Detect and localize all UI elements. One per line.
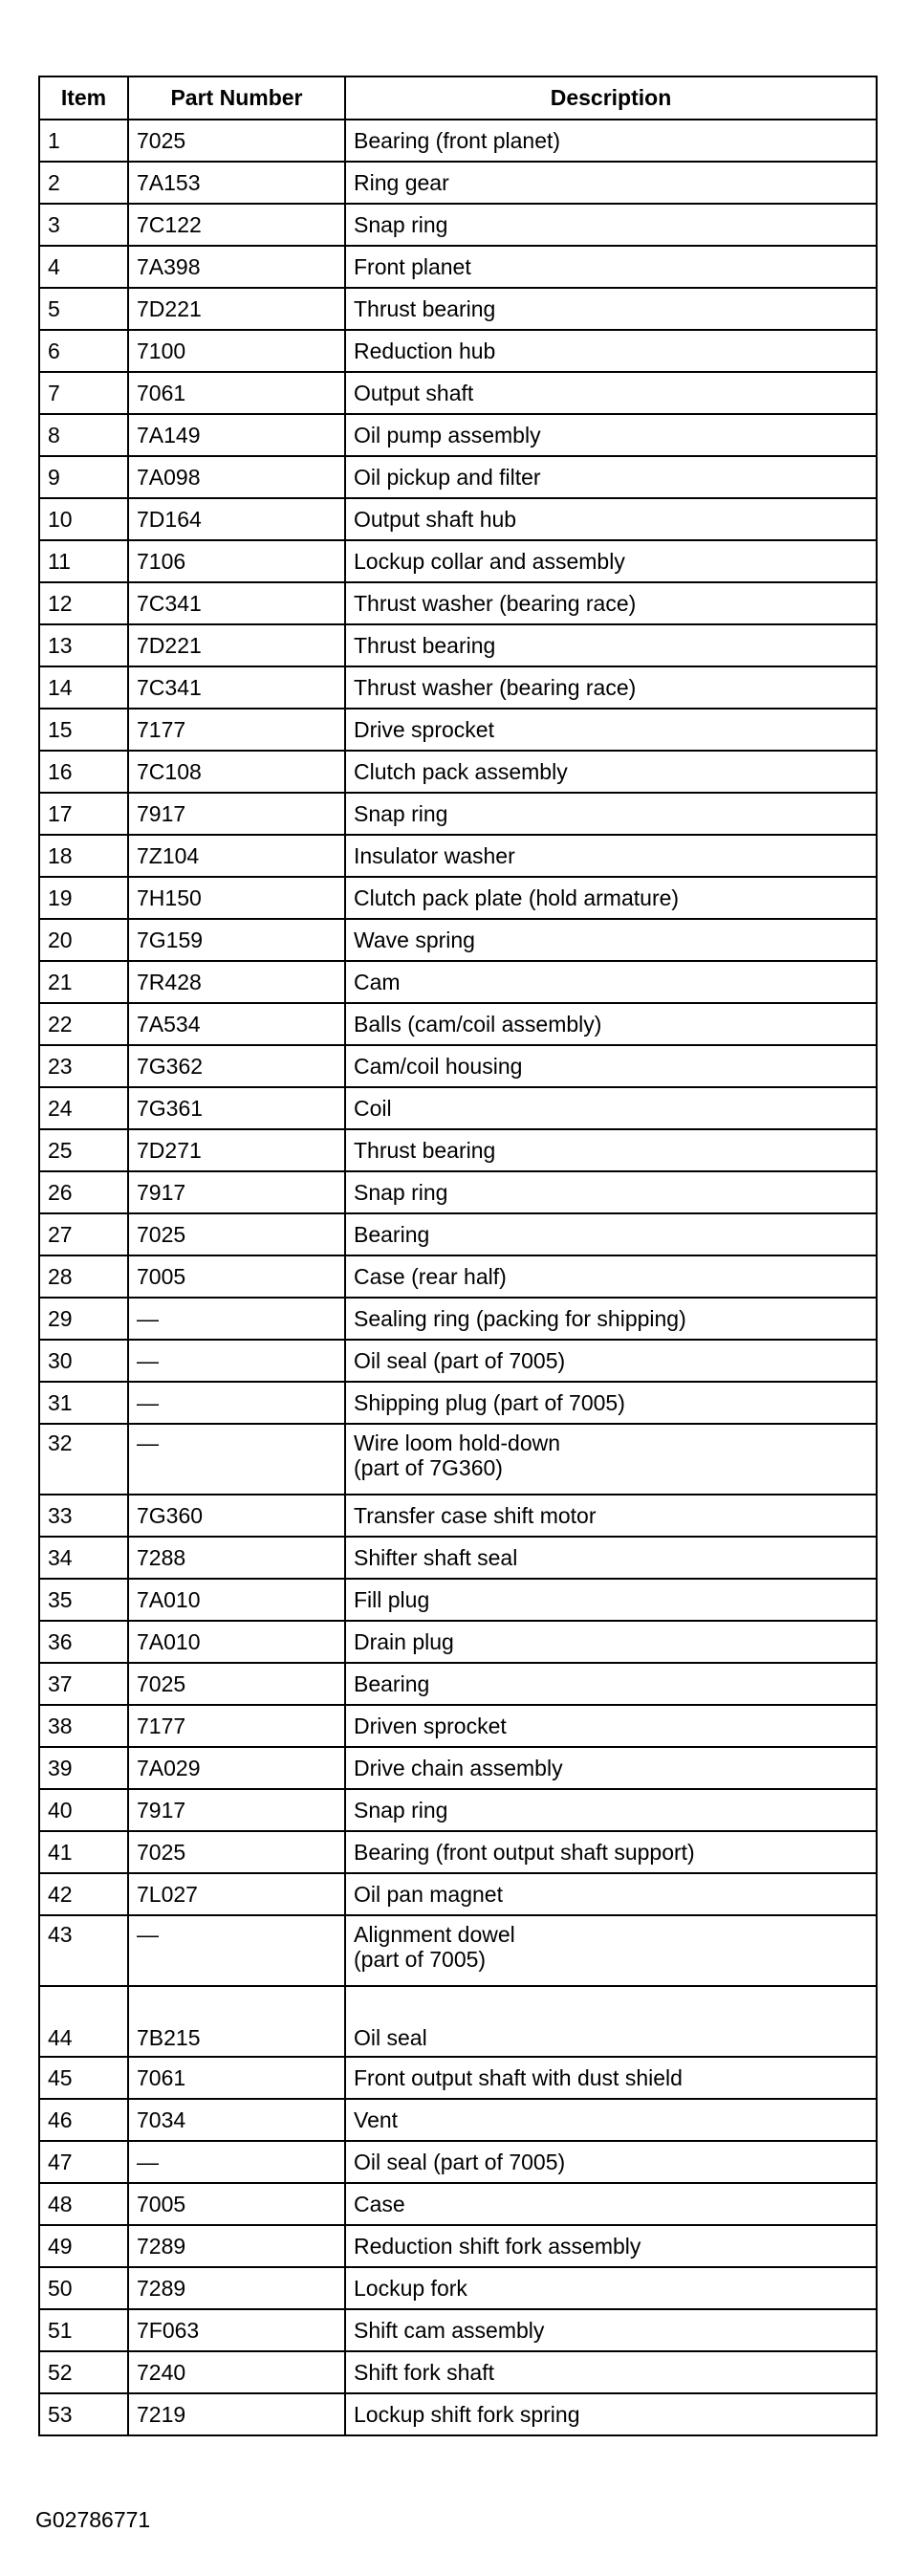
description-cell [345,877,877,919]
description-cell [345,540,877,582]
part-number-cell: 7025 [128,1213,345,1255]
part-number-cell: 7C341 [128,582,345,624]
part-number-cell: 7D221 [128,288,345,330]
description-cell [345,498,877,540]
part-number-cell: — [128,1915,345,1986]
part-number-cell: 7B215 [128,1986,345,2057]
description-cell [345,372,877,414]
part-number-cell: 7C341 [128,666,345,709]
item-number-cell: 14 [39,666,128,709]
description-cell [345,751,877,793]
item-number-cell: 30 [39,1340,128,1382]
description-line: Clutch pack assembly [354,758,568,784]
description-cell [345,1495,877,1537]
description-line: Drive chain assembly [354,1755,563,1780]
table-row [39,1003,877,1045]
description-line: Wire loom hold-down [354,1430,561,1455]
item-number-cell: 21 [39,961,128,1003]
description-line: Oil seal (part of 7005) [354,2149,566,2174]
description-cell [345,666,877,709]
description-line: Thrust bearing [354,632,496,658]
description-cell [345,1087,877,1129]
item-number-cell: 34 [39,1537,128,1579]
item-number-cell: 44 [39,1986,128,2057]
table-row [39,246,877,288]
description-line: Oil pickup and filter [354,464,541,490]
part-number-cell: 7005 [128,2183,345,2225]
part-number-cell: — [128,1298,345,1340]
description-cell [345,1831,877,1873]
description-line: Thrust bearing [354,295,496,321]
item-number-cell: 46 [39,2099,128,2141]
parts-table [38,76,878,2436]
part-number-cell: 7288 [128,1537,345,1579]
part-number-cell: 7917 [128,793,345,835]
table-row [39,624,877,666]
description-line: Vent [354,2107,399,2132]
table-row [39,1382,877,1424]
item-number-cell: 42 [39,1873,128,1915]
item-number-cell: 3 [39,204,128,246]
part-number-cell: 7025 [128,120,345,162]
part-number-cell: 7C122 [128,204,345,246]
item-number-cell: 37 [39,1663,128,1705]
description-line: Bearing (front output shaft support) [354,1839,695,1865]
part-number-cell: 7A010 [128,1579,345,1621]
item-number-cell: 48 [39,2183,128,2225]
table-row [39,1663,877,1705]
description-line: Cam [354,969,401,994]
item-number-cell: 29 [39,1298,128,1340]
item-number-cell: 13 [39,624,128,666]
description-cell [345,961,877,1003]
description-cell [345,1213,877,1255]
table-header [39,76,877,120]
part-number-cell: 7A029 [128,1747,345,1789]
item-number-cell: 7 [39,372,128,414]
description-line: Wave spring [354,927,475,952]
table-row [39,1045,877,1087]
description-cell [345,2393,877,2435]
table-row [39,372,877,414]
item-number-cell: 2 [39,162,128,204]
part-number-cell: 7Z104 [128,835,345,877]
description-line: Output shaft [354,380,474,405]
description-line: Drive sprocket [354,716,494,742]
table-row [39,1255,877,1298]
table-row [39,961,877,1003]
description-line: Cam/coil housing [354,1053,523,1079]
description-line: Bearing (front planet) [354,127,561,153]
table-row [39,330,877,372]
description-cell [345,1579,877,1621]
table-row [39,1705,877,1747]
part-number-cell: 7L027 [128,1873,345,1915]
item-number-cell: 1 [39,120,128,162]
description-line: Sealing ring (packing for shipping) [354,1305,686,1331]
item-number-cell: 24 [39,1087,128,1129]
item-number-cell: 12 [39,582,128,624]
description-line: Transfer case shift motor [354,1502,597,1528]
description-line: Insulator washer [354,842,515,868]
description-cell [345,1915,877,1986]
description-line: Shifter shaft seal [354,1544,518,1570]
item-number-cell: 41 [39,1831,128,1873]
description-line: Shift fork shaft [354,2359,495,2385]
table-row [39,1831,877,1873]
description-cell [345,1171,877,1213]
item-number-cell: 18 [39,835,128,877]
description-cell [345,204,877,246]
part-number-cell: 7A153 [128,162,345,204]
item-number-cell: 26 [39,1171,128,1213]
description-line: Drain plug [354,1628,454,1654]
description-cell [345,456,877,498]
description-cell [345,1045,877,1087]
description-cell [345,414,877,456]
item-number-cell: 6 [39,330,128,372]
description-cell [345,1705,877,1747]
description-line: Snap ring [354,1797,448,1823]
description-cell [345,330,877,372]
description-line: Oil seal [354,2024,427,2050]
table-row [39,2141,877,2183]
part-number-cell: 7100 [128,330,345,372]
table-row [39,204,877,246]
description-cell [345,1003,877,1045]
item-number-cell: 39 [39,1747,128,1789]
description-cell [345,1986,877,2057]
description-cell [345,709,877,751]
table-row [39,1495,877,1537]
description-line: Fill plug [354,1586,430,1612]
description-line: Reduction shift fork assembly [354,2233,641,2259]
description-cell [345,1382,877,1424]
part-number-cell: 7106 [128,540,345,582]
description-cell [345,1298,877,1340]
part-number-cell: 7240 [128,2351,345,2393]
item-number-cell: 51 [39,2309,128,2351]
description-line: Alignment dowel [354,1922,515,1947]
part-number-cell: 7219 [128,2393,345,2435]
description-cell [345,1663,877,1705]
table-row [39,2183,877,2225]
item-number-cell: 49 [39,2225,128,2267]
table-row [39,2099,877,2141]
item-number-cell: 40 [39,1789,128,1831]
table-row [39,2057,877,2099]
table-row [39,120,877,162]
description-line: (part of 7005) [354,1947,487,1973]
item-number-cell: 8 [39,414,128,456]
description-line: Shift cam assembly [354,2317,545,2343]
description-line: Output shaft hub [354,506,517,532]
part-number-cell: 7A534 [128,1003,345,1045]
table-row [39,1579,877,1621]
table-row [39,2225,877,2267]
description-cell [345,288,877,330]
table-row [39,1298,877,1340]
part-number-cell: 7034 [128,2099,345,2141]
part-number-cell: — [128,1340,345,1382]
part-number-cell: 7R428 [128,961,345,1003]
table-row [39,2351,877,2393]
header-part-number: Part Number [128,76,345,120]
item-number-cell: 28 [39,1255,128,1298]
item-number-cell: 20 [39,919,128,961]
description-line: Lockup collar and assembly [354,548,625,574]
description-line: Snap ring [354,211,448,237]
item-number-cell: 22 [39,1003,128,1045]
table-row [39,709,877,751]
description-cell [345,793,877,835]
part-number-cell: 7G361 [128,1087,345,1129]
table-row [39,2393,877,2435]
table-row [39,2309,877,2351]
part-number-cell: 7177 [128,709,345,751]
item-number-cell: 17 [39,793,128,835]
description-cell [345,2351,877,2393]
item-number-cell: 4 [39,246,128,288]
part-number-cell: 7G362 [128,1045,345,1087]
table-row [39,1340,877,1382]
table-row [39,1171,877,1213]
description-line: Oil pump assembly [354,422,541,448]
item-number-cell: 45 [39,2057,128,2099]
table-row [39,1915,877,1986]
header-row [39,76,877,120]
description-line: Snap ring [354,1179,448,1205]
description-cell [345,1537,877,1579]
item-number-cell: 19 [39,877,128,919]
description-cell [345,162,877,204]
description-cell [345,1424,877,1495]
item-number-cell: 11 [39,540,128,582]
part-number-cell: 7A398 [128,246,345,288]
part-number-cell: 7G159 [128,919,345,961]
description-cell [345,2267,877,2309]
table-row [39,498,877,540]
description-line: Oil seal (part of 7005) [354,1347,566,1373]
table-row [39,793,877,835]
description-line: Bearing [354,1221,430,1247]
table-row [39,288,877,330]
table-row [39,1424,877,1495]
item-number-cell: 33 [39,1495,128,1537]
part-number-cell: 7D221 [128,624,345,666]
table-row [39,1986,877,2057]
part-number-cell: — [128,1382,345,1424]
description-cell [345,1621,877,1663]
part-number-cell: 7G360 [128,1495,345,1537]
description-line: Bearing [354,1670,430,1696]
description-cell [345,2141,877,2183]
item-number-cell: 50 [39,2267,128,2309]
item-number-cell: 31 [39,1382,128,1424]
table-row [39,877,877,919]
table-row [39,1129,877,1171]
description-line: Case [354,2191,405,2216]
description-line: Oil pan magnet [354,1881,503,1907]
item-number-cell: 47 [39,2141,128,2183]
description-cell [345,2183,877,2225]
description-cell [345,1747,877,1789]
table-row [39,582,877,624]
item-number-cell: 35 [39,1579,128,1621]
table-row [39,919,877,961]
description-line: Thrust washer (bearing race) [354,674,637,700]
table-row [39,835,877,877]
description-cell [345,1129,877,1171]
description-cell [345,2309,877,2351]
item-number-cell: 38 [39,1705,128,1747]
description-line: Front output shaft with dust shield [354,2064,683,2090]
part-number-cell: 7005 [128,1255,345,1298]
description-cell [345,624,877,666]
part-number-cell: 7917 [128,1789,345,1831]
item-number-cell: 23 [39,1045,128,1087]
item-number-cell: 15 [39,709,128,751]
part-number-cell: 7061 [128,372,345,414]
table-row [39,540,877,582]
table-row [39,2267,877,2309]
part-number-cell: 7025 [128,1831,345,1873]
table-row [39,1621,877,1663]
part-number-cell: 7C108 [128,751,345,793]
item-number-cell: 5 [39,288,128,330]
figure-id: G02786771 [35,2507,151,2532]
part-number-cell: 7D164 [128,498,345,540]
description-line: Clutch pack plate (hold armature) [354,884,680,910]
part-number-cell: 7A098 [128,456,345,498]
table-row [39,751,877,793]
table-row [39,162,877,204]
part-number-cell: 7025 [128,1663,345,1705]
table-row [39,1789,877,1831]
part-number-cell: — [128,2141,345,2183]
part-number-cell: 7061 [128,2057,345,2099]
item-number-cell: 10 [39,498,128,540]
description-line: Balls (cam/coil assembly) [354,1011,602,1037]
table-row [39,1087,877,1129]
part-number-cell: — [128,1424,345,1495]
description-line: Ring gear [354,169,449,195]
table-row [39,414,877,456]
description-line: Snap ring [354,800,448,826]
description-cell [345,120,877,162]
description-cell [345,1255,877,1298]
part-number-cell: 7A010 [128,1621,345,1663]
part-number-cell: 7H150 [128,877,345,919]
header-item: Item [39,76,128,120]
table-body [39,120,877,2435]
description-cell [345,246,877,288]
description-line: Shipping plug (part of 7005) [354,1389,625,1415]
description-cell [345,835,877,877]
description-cell [345,1340,877,1382]
item-number-cell: 27 [39,1213,128,1255]
description-cell [345,2057,877,2099]
description-cell [345,1789,877,1831]
description-line: (part of 7G360) [354,1455,503,1481]
item-number-cell: 32 [39,1424,128,1495]
description-line: Coil [354,1095,392,1121]
description-cell [345,2225,877,2267]
description-line: Lockup shift fork spring [354,2401,580,2427]
part-number-cell: 7917 [128,1171,345,1213]
description-line: Reduction hub [354,338,496,363]
description-cell [345,582,877,624]
header-description: Description [345,76,877,120]
table-row [39,666,877,709]
description-line: Thrust bearing [354,1137,496,1163]
table-row [39,1747,877,1789]
item-number-cell: 36 [39,1621,128,1663]
part-number-cell: 7F063 [128,2309,345,2351]
item-number-cell: 43 [39,1915,128,1986]
table-row [39,1213,877,1255]
item-number-cell: 25 [39,1129,128,1171]
item-number-cell: 16 [39,751,128,793]
part-number-cell: 7289 [128,2225,345,2267]
part-number-cell: 7289 [128,2267,345,2309]
part-number-cell: 7A149 [128,414,345,456]
description-cell [345,919,877,961]
description-cell [345,2099,877,2141]
item-number-cell: 52 [39,2351,128,2393]
description-line: Front planet [354,253,471,279]
table-row [39,456,877,498]
item-number-cell: 53 [39,2393,128,2435]
table-row [39,1873,877,1915]
table-row [39,1537,877,1579]
description-line: Thrust washer (bearing race) [354,590,637,616]
part-number-cell: 7177 [128,1705,345,1747]
part-number-cell: 7D271 [128,1129,345,1171]
item-number-cell: 9 [39,456,128,498]
description-line: Lockup fork [354,2275,467,2301]
description-line: Driven sprocket [354,1713,507,1738]
description-cell [345,1873,877,1915]
description-line: Case (rear half) [354,1263,507,1289]
